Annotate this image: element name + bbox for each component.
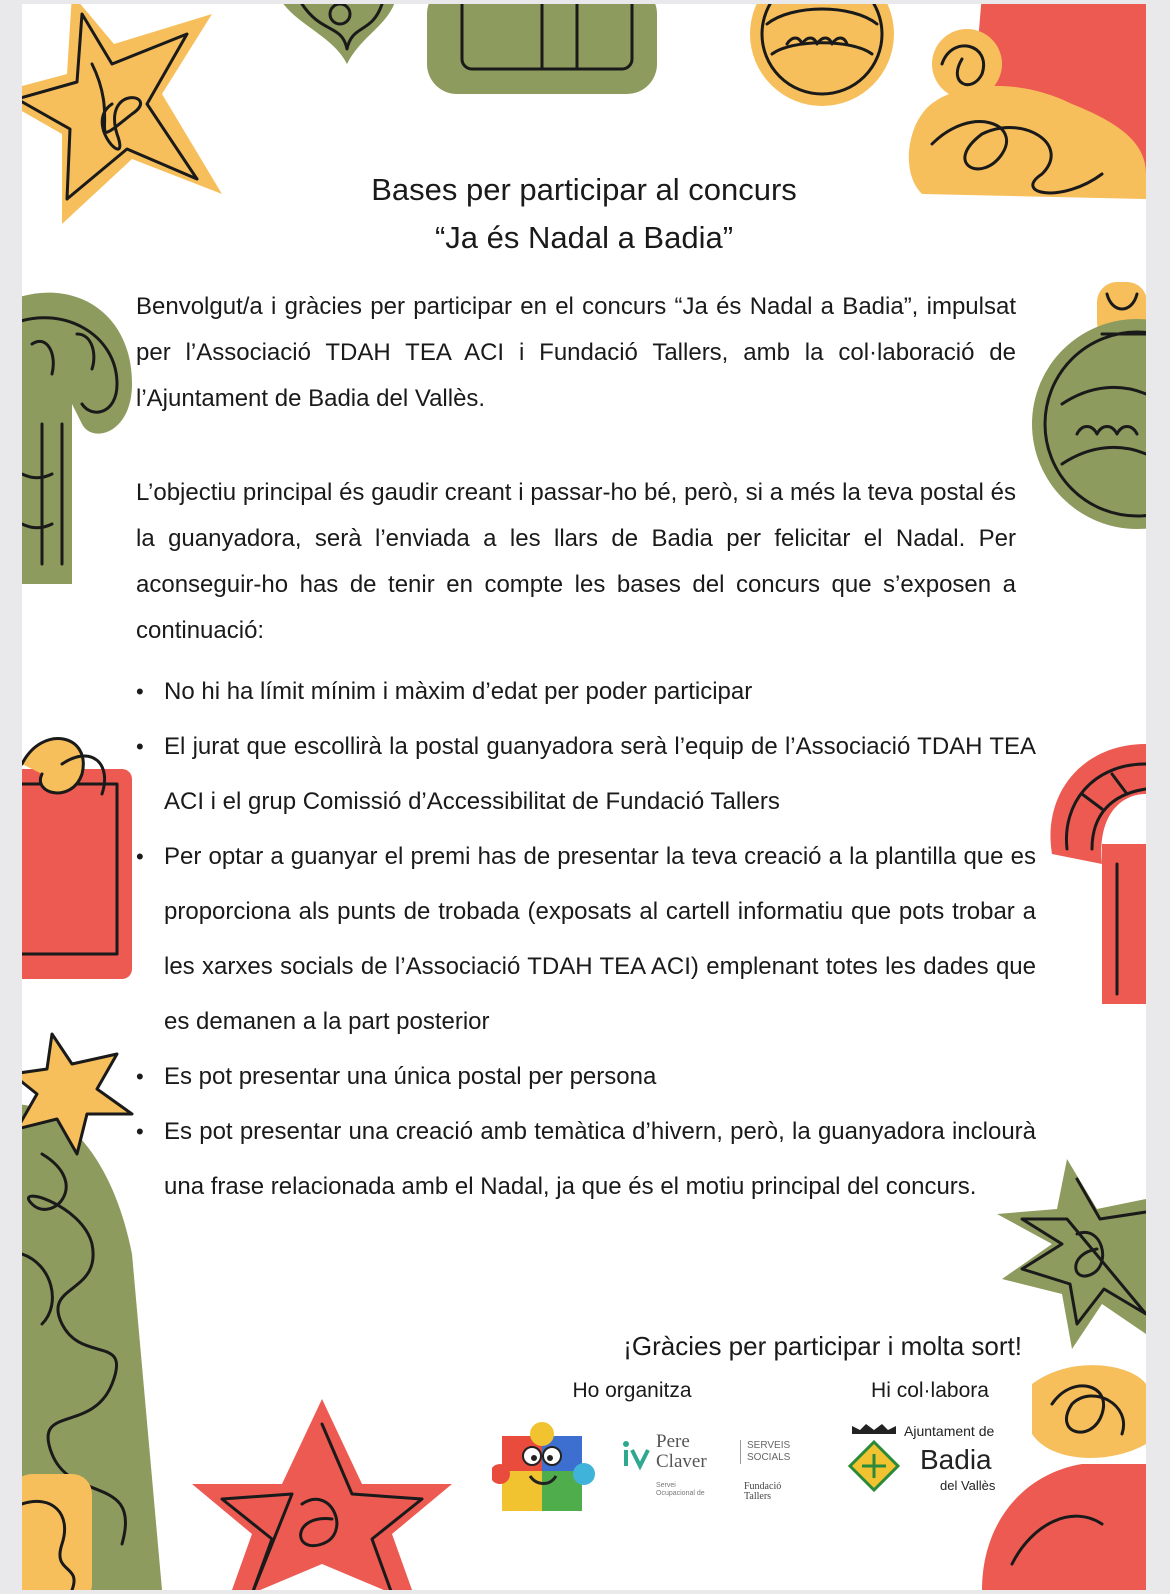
badia-crest-icon [848, 1422, 900, 1500]
servei-ocupacional-label: Servei Ocupacional de [656, 1482, 705, 1497]
document-title-line-1: Bases per participar al concurs [371, 172, 797, 207]
serveis-socials-label: SERVEIS SOCIALS [740, 1440, 797, 1464]
document-page [22, 4, 1146, 1590]
tdah-puzzle-logo [492, 1416, 602, 1520]
fundacio-tallers-label: Fundació Tallers [744, 1481, 782, 1502]
collaborator-label: Hi col·labora [871, 1379, 989, 1402]
document-title-line-2: “Ja és Nadal a Badia” [434, 220, 734, 255]
ornament-icon [750, 4, 894, 106]
ornament-icon [1032, 282, 1146, 529]
rule-item: • Per optar a guanyar el premi has de presentar la teva creació a la plantilla que es proporciona als punts de trobada (exposats al cartell informatiu que pots trobar a les xarxes socials de l’Associació TDAH TEA ACI) emplenant totes les dades que es demanen a la part posterior [136, 829, 1036, 1049]
pere-claver-icon [618, 1438, 652, 1472]
rule-item: • Es pot presentar una única postal per persona [136, 1049, 1036, 1104]
ajuntament-de-label: Ajuntament de [904, 1423, 995, 1439]
rules-list [136, 664, 1036, 1214]
badia-label: Badia [920, 1444, 992, 1475]
gift-icon [22, 739, 132, 979]
ornament-icon [22, 1474, 92, 1590]
intro-paragraph: Benvolgut/a i gràcies per participar en el concurs “Ja és Nadal a Badia”, impulsat per l’Associació TDAH TEA ACI i Fundació Tallers, amb la col·laboració de l’Ajuntament de Badia del Vallès. [136, 293, 1016, 412]
candy-cane-icon [22, 293, 132, 584]
ajuntament-badia-logo [848, 1422, 1012, 1500]
star-icon [192, 1399, 452, 1590]
ornament-icon [277, 4, 397, 64]
rule-item: • El jurat que escollirà la postal guanyadora serà l’equip de l’Associació TDAH TEA ACI i el grup Comissió d’Accessibilitat de Fundació Tallers [136, 719, 1036, 829]
pere-claver-logo [618, 1432, 808, 1504]
objective-paragraph: L’objectiu principal és gaudir creant i passar-ho bé, però, si a més la teva postal és la guanyadora, serà l’enviada a les llars de Badia per felicitar el Nadal. Per aconseguir-ho has de tenir en compte les bases del concurs que s’exposen a continuació: [136, 479, 1016, 644]
rule-item: • No hi ha límit mínim i màxim d’edat per poder participar [136, 664, 1036, 719]
organizer-label: Ho organitza [572, 1379, 692, 1402]
gift-icon [427, 4, 657, 94]
thanks-message: ¡Gràcies per participar i molta sort! [623, 1331, 1022, 1361]
pere-claver-name: Pere Claver [656, 1431, 707, 1472]
candy-cane-icon [1050, 744, 1146, 1004]
rule-item: • Es pot presentar una creació amb temàtica d’hivern, però, la guanyadora inclourà una frase relacionada amb el Nadal, ja que és el motiu principal del concurs. [136, 1104, 1036, 1214]
del-valles-label: del Vallès [940, 1478, 996, 1493]
